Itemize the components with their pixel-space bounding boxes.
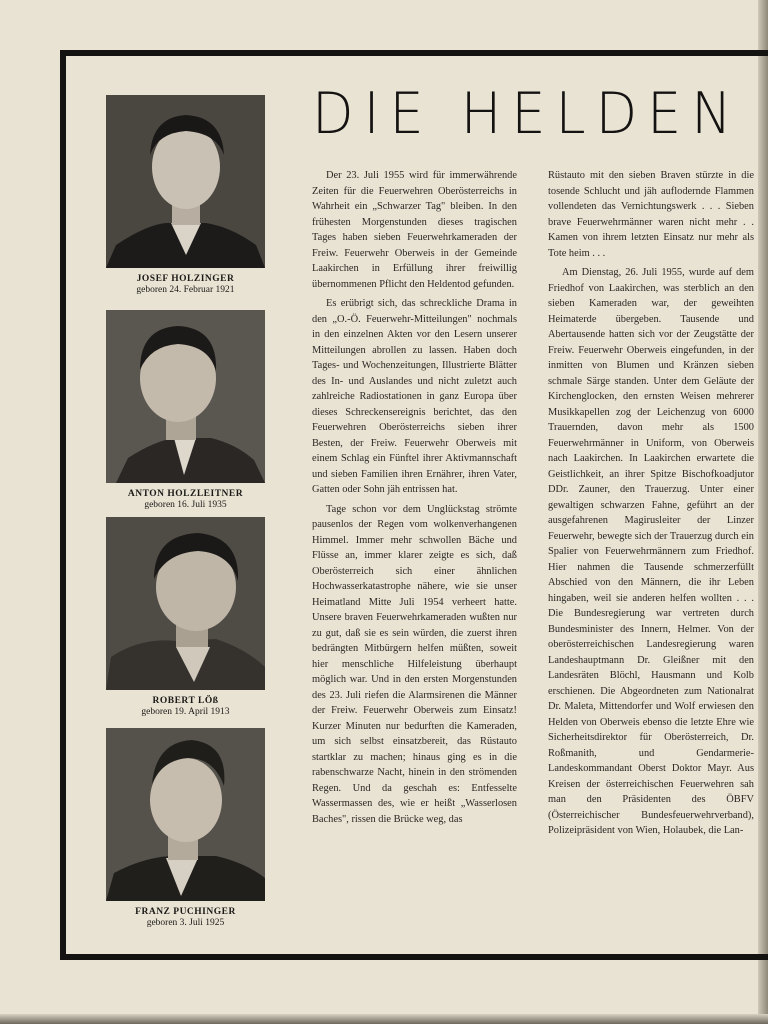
page-title: DIE HELDEN: [312, 80, 742, 147]
portrait-name-4: FRANZ PUCHINGER: [135, 907, 236, 917]
portrait-name-1: JOSEF HOLZINGER: [136, 274, 235, 284]
portrait-photo-2: [106, 310, 265, 483]
column-2-paragraph-1: Rüstauto mit den sieben Braven stürzte in die tosende Schlucht und jäh auflodernde Flammen vollendeten das Vernichtungswerk . . . Sieben brave Feuerwehrmänner waren nicht mehr . . Kamen von ihrem letzten Einsatz nur mehr als Tote heim . . .: [548, 170, 754, 259]
column-1-paragraph-2: Es erübrigt sich, das schreckliche Drama in den „O.-Ö. Feuerwehr-Mitteilungen" nochmals in den einzelnen Akten vor den Lesern unserer Mitteilungen abrollen zu lassen. Haben doch Tages- und Wochenzeitungen, Illustrierte Blätter des In- und Auslandes und nicht zuletzt auch zahlreiche Radiostationen in ganz Europa über dieses Schreckensereignis berichtet, das den Feuerwehren Oberösterreichs sieben ihrer Besten, der Freiw. Feuerwehr Oberweis mit einem Schlag ein Fünftel ihrer Aktivmannschaft und sieben Familien ihren Ernährer, ihren Vater, Gatten oder Sohn jäh entrissen hat.: [312, 298, 517, 495]
column-1-paragraph-1: Der 23. Juli 1955 wird für immerwährende Zeiten für die Feuerwehren Oberösterreichs in Wahrheit ein „Schwarzer Tag" bleiben. In den frühesten Morgenstunden dieses tragischen Tages haben sieben Feuerwehrkameraden der Freiw. Feuerwehr Oberweis in der Gemeinde Laakirchen in Erfüllung ihrer freiwillig übernommenen Pflicht den Heldentod gefunden.: [312, 170, 517, 290]
portrait-photo-3: [106, 517, 265, 690]
portrait-name-3: ROBERT LÖß: [152, 696, 219, 706]
column-1-paragraph-3: Tage schon vor dem Unglückstag strömte pausenlos der Regen vom wolkenverhangenen Himmel. Immer mehr schwollen Bäche und Flüsse an, immer klarer zeigte es sich, daß Oberösterreich sich einer ähnlichen Hochwasserkatastrophe nähere, wie sie unser Heimatland Mitte Juli 1954 verheert hatte. Unsere braven Feuerwehrkameraden wußten nur zu gut, daß sie es sein würden, die zuerst ihren bedrängten Mitbürgern helfen müßten, soweit hier menschliche Hilfeleistung überhaupt möglich war. Und in den ersten Morgenstunden des 23. Juli riefen die Alarmsirenen die Männer der Freiw. Feuerwehr Oberweis zum Einsatz! Kurzer Minuten nur bedurften die Kameraden, um sich selbst einsatzbereit, das Rüstauto startklar zu machen; hinaus ging es in die rabenschwarze Nacht, hinein in den strömenden Regen. Und da geschah es: Entfesselte Wassermassen des, wie er heißt „Wasserlosen Baches", rissen die Brücke weg, das: [312, 503, 517, 825]
column-2-paragraph-2: Am Dienstag, 26. Juli 1955, wurde auf dem Friedhof von Laakirchen, was sterblich an den sieben Kameraden war, der geweihten Heimaterde übergeben. Tausende und Abertausende hatten sich vor der Zeugstätte der Freiw. Feuerwehr Oberweis eingefunden, in der inmitten von Blumen und Kränzen sieben schmale Särge standen. Unter dem Geläute der Kirchenglocken, den ernsten Weisen mehrerer Musikkapellen zog der Leichenzug von 6000 Trauernden, davon mehr als 1500 Feuerwehrmänner in Uniform, von Oberweis nach Laakirchen. In Laakirchen erwartete die Geistlichkeit, an ihrer Spitze Bischofkoadjutor DDr. Zauner, den Trauerzug. Unter einer gewaltigen schwarzen Fahne, geführt an der ausgefahrenen Magirusleiter der Linzer Feuerwehr, bewegte sich der Trauerzug durch ein Spalier von Feuerwehrmännern zum Friedhof. Hier nahmen die Tausende schmerzerfüllt Abschied von den Männern, die ihr Leben hingaben, weil sie anderen helfen wollten . . . Die Bundesregierung war vertreten durch Bundesminister des Innern, Helmer. Von der oberösterreichischen Landesregierung waren Landeshauptmann Dr. Gleißner mit den Landesräten Blöchl, Hausmann und Kolb erschienen. Die Abgeordneten zum Nationalrat Dr. Maleta, Mittendorfer und Wolf erwiesen den Helden von Oberweis ebenso die letzte Ehre wie Sicherheitsdirektor für Oberösterreich, Dr. Roßmanith, und Gendarmerie-Landeskommandant Oberst Doktor Mayr. Aus Kreisen der österreichischen Feuerwehren sah man den Präsidenten des ÖBFV (Österreichischer Bundesfeuerwehrverband), Polizeipräsident von Wien, Holaubek, die Lan-: [548, 267, 754, 836]
portrait-4: [106, 728, 265, 928]
portrait-photo-1: [106, 95, 265, 268]
portrait-3: [106, 517, 265, 717]
portrait-2: [106, 310, 265, 510]
portrait-1: [106, 95, 265, 295]
bottom-shadow: [0, 1014, 768, 1024]
portrait-birth-3: geboren 19. April 1913: [141, 707, 230, 717]
portrait-name-2: ANTON HOLZLEITNER: [127, 489, 244, 499]
portrait-birth-1: geboren 24. Februar 1921: [136, 285, 235, 295]
article-column-2: [548, 168, 754, 843]
portrait-birth-4: geboren 3. Juli 1925: [146, 918, 225, 928]
article-column-1: [312, 168, 517, 831]
portrait-photo-4: [106, 728, 265, 901]
portrait-birth-2: geboren 16. Juli 1935: [144, 500, 227, 510]
